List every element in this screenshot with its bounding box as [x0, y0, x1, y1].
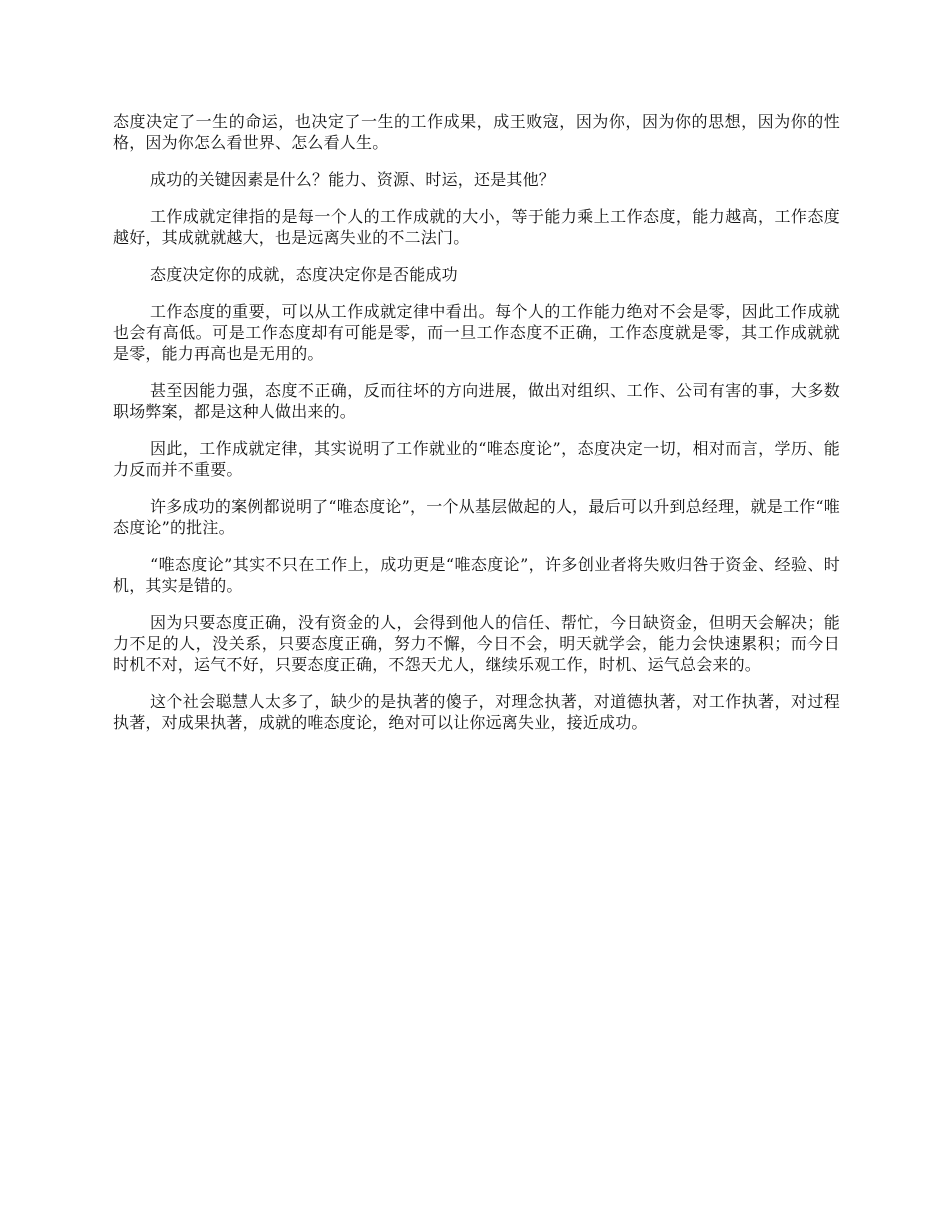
paragraph-10: 因为只要态度正确，没有资金的人，会得到他人的信任、帮忙，今日缺资金，但明天会解决；能力不足的人，没关系，只要态度正确，努力不懈，今日不会，明天就学会，能力会快速累积；而今日时机不对，运气不好，只要态度正确，不怨天尤人，继续乐观工作，时机、运气总会来的。 [113, 613, 840, 674]
document-body [113, 111, 840, 749]
paragraph-8: 许多成功的案例都说明了“唯态度论”，一个从基层做起的人，最后可以升到总经理，就是工作“唯态度论”的批注。 [113, 497, 840, 537]
paragraph-1: 态度决定了一生的命运，也决定了一生的工作成果，成王败寇，因为你，因为你的思想，因为你的性格，因为你怎么看世界、怎么看人生。 [113, 112, 840, 152]
paragraph-11: 这个社会聪慧人太多了，缺少的是执著的傻子，对理念执著，对道德执著，对工作执著，对过程执著，对成果执著，成就的唯态度论，绝对可以让你远离失业，接近成功。 [113, 692, 840, 732]
paragraph-7: 因此，工作成就定律，其实说明了工作就业的“唯态度论”，态度决定一切，相对而言，学历、能力反而并不重要。 [113, 439, 840, 479]
paragraph-4: 态度决定你的成就，态度决定你是否能成功 [150, 265, 458, 284]
paragraph-2: 成功的关键因素是什么？能力、资源、时运，还是其他？ [150, 170, 556, 189]
paragraph-9: “唯态度论”其实不只在工作上，成功更是“唯态度论”，许多创业者将失败归咎于资金、经验、时机，其实是错的。 [113, 555, 840, 595]
paragraph-3: 工作成就定律指的是每一个人的工作成就的大小，等于能力乘上工作态度，能力越高，工作态度越好，其成就就越大，也是远离失业的不二法门。 [113, 207, 840, 247]
paragraph-5: 工作态度的重要，可以从工作成就定律中看出。每个人的工作能力绝对不会是零，因此工作成就也会有高低。可是工作态度却有可能是零，而一旦工作态度不正确，工作态度就是零，其工作成就就是零，能力再高也是无用的。 [113, 302, 840, 363]
paragraph-6: 甚至因能力强，态度不正确，反而往坏的方向进展，做出对组织、工作、公司有害的事，大多数职场弊案，都是这种人做出来的。 [113, 381, 840, 421]
